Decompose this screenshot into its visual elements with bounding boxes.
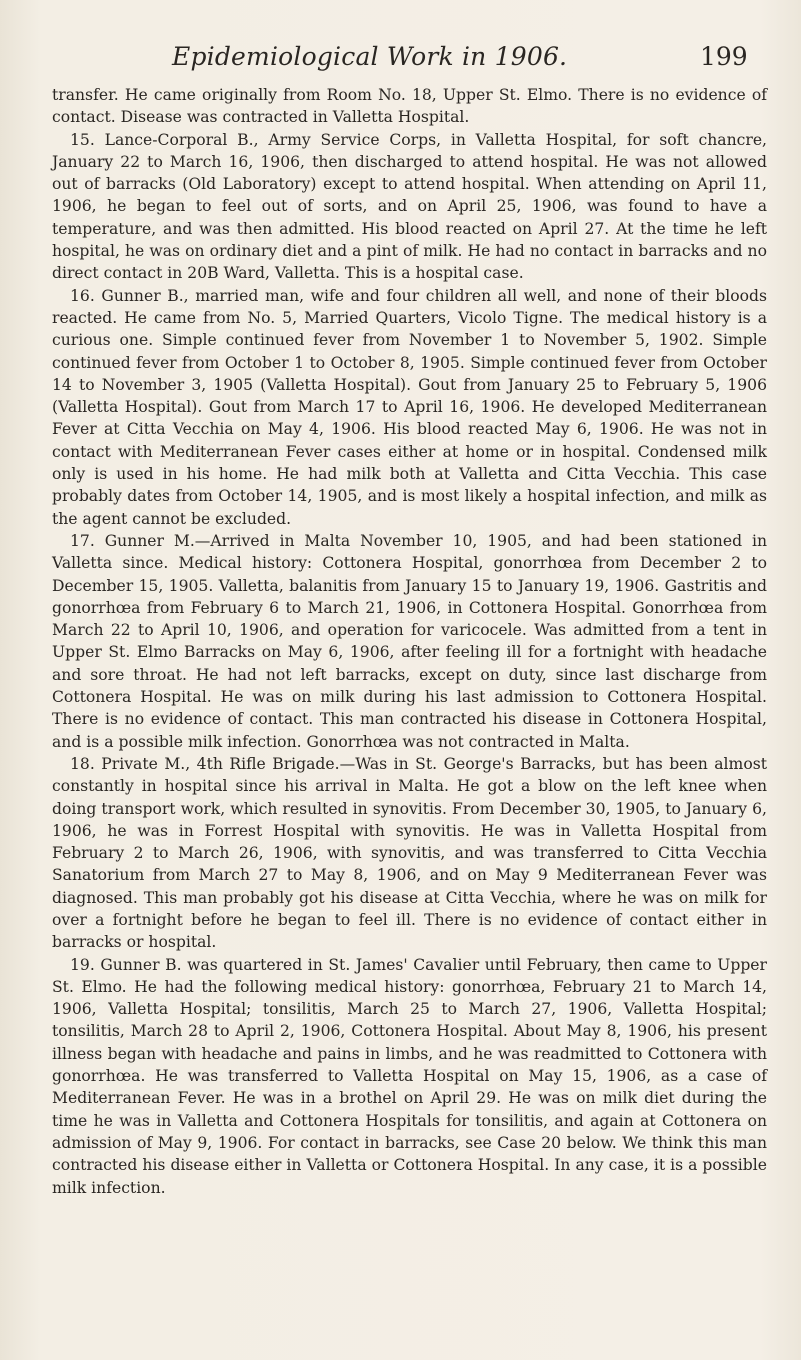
paragraph-case-18: 18. Private M., 4th Rifle Brigade.—Was in St. George's Barracks, but has been almost constantly in hospital since his arrival in Malta. He got a blow on the left knee when doing transport work, which resulted in synovitis. From December 30, 1905, to January 6, 1906, he was in Forrest Hospital with synovitis. He was in Valletta Hospital from February 2 to March 26, 1906, with synovitis, and was transferred to Citta Vecchia Sanatorium from March 27 to May 8, 1906, and on May 9 Mediterranean Fever was diagnosed. This man probably got his disease at Citta Vecchia, where he was on milk for over a fortnight before he began to feel ill. There is no evidence of contact either in barracks or hospital. [52,754,767,952]
paragraph-continued: transfer. He came originally from Room No. 18, Upper St. Elmo. There is no evidence of contact. Disease was contracted in Valletta Hospital. [52,86,767,127]
paragraph-case-19: 19. Gunner B. was quartered in St. James' Cavalier until February, then came to Upper St. Elmo. He had the following medical history: gonorrhœa, February 21 to March 14, 1906, Valletta Hospital; tonsilitis, March 25 to March 27, 1906, Valletta Hospital; tonsilitis, March 28 to April 2, 1906, Cottonera Hospital. About May 8, 1906, his present illness began with headache and pains in limbs, and he was readmitted to Cottonera with gonorrhœa. He was transferred to Valletta Hospital on May 15, 1906, as a case of Mediterranean Fever. He was in a brothel on April 29. He was on milk diet during the time he was in Valletta and Cottonera Hospitals for tonsilitis, and again at Cottonera on admission of May 9, 1906. For contact in barracks, see Case 20 below. We think this man contracted his disease either in Valletta or Cottonera Hospital. In any case, it is a possible milk infection. [52,955,767,1197]
page-number: 199 [700,42,748,71]
running-title: Epidemiological Work in 1906. [172,42,568,71]
paragraph-case-16: 16. Gunner B., married man, wife and four children all well, and none of their bloods reacted. He came from No. 5, Married Quarters, Vicolo Tigne. The medical history is a curious one. Simple continued fever from November 1 to November 5, 1902. Simple continued fever from October 1 to October 8, 1905. Simple continued fever from October 14 to November 3, 1905 (Valletta Hospital). Gout from January 25 to February 5, 1906 (Valletta Hospital). Gout from March 17 to April 16, 1906. He developed Mediterranean Fever at Citta Vecchia on May 4, 1906. His blood reacted May 6, 1906. He was not in contact with Mediterranean Fever cases either at home or in hospital. Condensed milk only is used in his home. He had milk both at Valletta and Citta Vecchia. This case probably dates from October 14, 1905, and is most likely a hospital infection, and milk as the agent cannot be excluded. [52,286,767,528]
body-text [52,84,767,1199]
paragraph-case-17: 17. Gunner M.—Arrived in Malta November 10, 1905, and had been stationed in Valletta since. Medical history: Cottonera Hospital, gonorrhœa from December 2 to December 15, 1905. Valletta, balanitis from January 15 to January 19, 1906. Gastritis and gonorrhœa from February 6 to March 21, 1906, in Cottonera Hospital. Gonorrhœa from March 22 to April 10, 1906, and operation for varicocele. Was admitted from a tent in Upper St. Elmo Barracks on May 6, 1906, after feeling ill for a fortnight with headache and sore throat. He had not left barracks, except on duty, since last discharge from Cottonera Hospital. He was on milk during his last admission to Cottonera Hospital. There is no evidence of contact. This man contracted his disease in Cottonera Hospital, and is a possible milk infection. Gonorrhœa was not contracted in Malta. [52,531,767,751]
paragraph-case-15: 15. Lance-Corporal B., Army Service Corps, in Valletta Hospital, for soft chancre, January 22 to March 16, 1906, then discharged to attend hospital. He was not allowed out of barracks (Old Laboratory) except to attend hospital. When attending on April 11, 1906, he began to feel out of sorts, and on April 25, 1906, was found to have a temperature, and was then admitted. His blood reacted on April 27. At the time he left hospital, he was on ordinary diet and a pint of milk. He had no contact in barracks and no direct contact in 20B Ward, Valletta. This is a hospital case. [52,130,767,283]
page-header [0,42,801,82]
